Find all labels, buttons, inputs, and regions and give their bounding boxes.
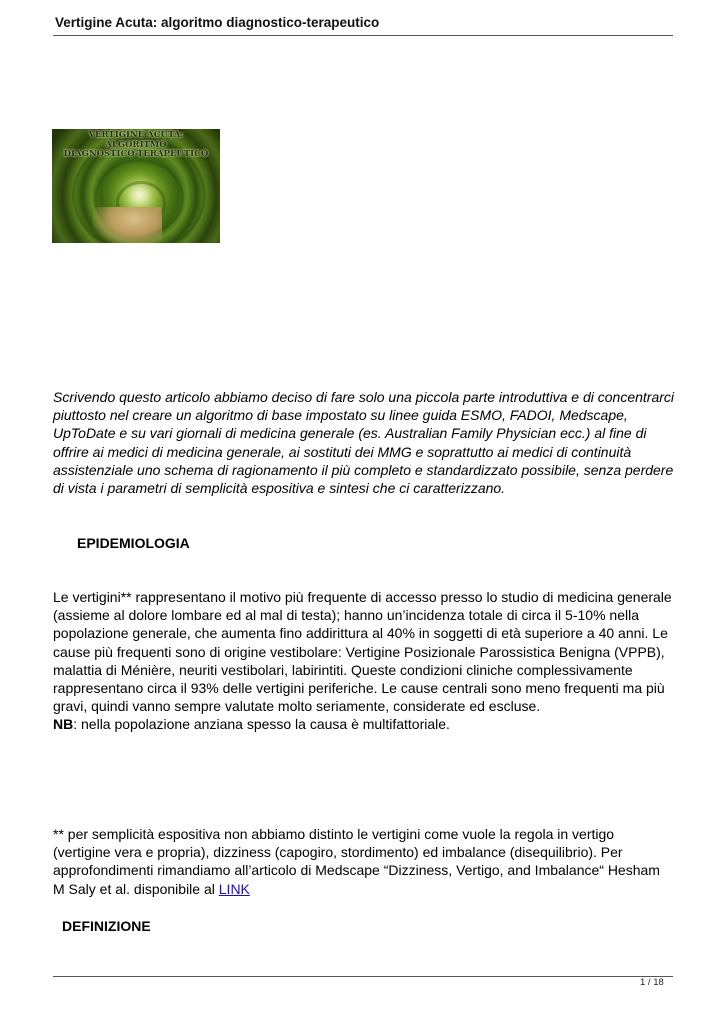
cover-image-title [52,131,220,160]
header-divider [53,35,673,36]
footer-divider [53,976,673,977]
medscape-link[interactable]: LINK [218,880,250,897]
cover-title-line: DIAGNOSTICO-TERAPEUTICO [63,149,209,159]
nb-text: : nella popolazione anziana spesso la causa è multifattoriale. [73,716,450,733]
document-header-title: Vertigine Acuta: algoritmo diagnostico-terapeutico [55,15,380,30]
cover-image [52,129,220,243]
cover-title-line: ALGORITMO [105,139,167,150]
footnote-paragraph [53,825,675,898]
path-highlight [92,207,162,243]
cover-title-line: VERTIGINE ACUTA: [88,130,184,140]
epidemiologia-heading: EPIDEMIOLOGIA [77,535,190,551]
epidemiologia-paragraph: Le vertigini** rappresentano il motivo più frequente di accesso presso lo studio di medicina generale (assieme al dolore lombare ed al mal di testa); hanno un’incidenza totale di circa il 5-10% nella popolazione generale, che aumenta fino addirittura al 40% in soggetti di età superiore a 40 anni. Le cause più frequenti sono di origine vestibolare: Vertigine Posizionale Parossistica Benigna (VPPB), malattia di Ménière, neuriti vestibolari, labirintiti. Queste condizioni cliniche complessivamente rappresentano circa il 93% delle vertigini periferiche. Le cause centrali sono meno frequenti ma più gravi, quindi vanno sempre valutate molto seriamente, considerate ed escluse. [53,589,672,715]
epidemiologia-section [53,588,675,734]
page-number: 1 / 18 [640,977,664,988]
nb-label: NB [53,716,74,733]
footnote-text: ** per semplicità espositiva non abbiamo distinto le vertigini come vuole la regola in vertigo (vertigine vera e propria), dizziness (capogiro, stordimento) ed imbalance (disequilibrio). Per approfondimenti rimandiamo all’articolo di Medscape “Dizziness, Vertigo, and Imbalance“ Hesham M Saly et al. disponibile al [53,826,660,897]
nb-note [53,715,675,733]
intro-paragraph: Scrivendo questo articolo abbiamo deciso di fare solo una piccola parte introduttiva e di concentrarci piuttosto nel creare un algoritmo di base impostato su linee guida ESMO, FADOI, Medscape, UpToDate e su vari giornali di medicina generale (es. Australian Family Physician ecc.) al fine di offrire ai medici di medicina generale, ai sostituti dei MMG e soprattutto ai medici di continuità assistenziale uno schema di ragionamento il più completo e standardizzato possibile, senza perdere di vista i parametri di semplicità espositiva e sintesi che ci caratterizzano. [53,389,675,497]
definizione-heading: DEFINIZIONE [62,918,151,934]
